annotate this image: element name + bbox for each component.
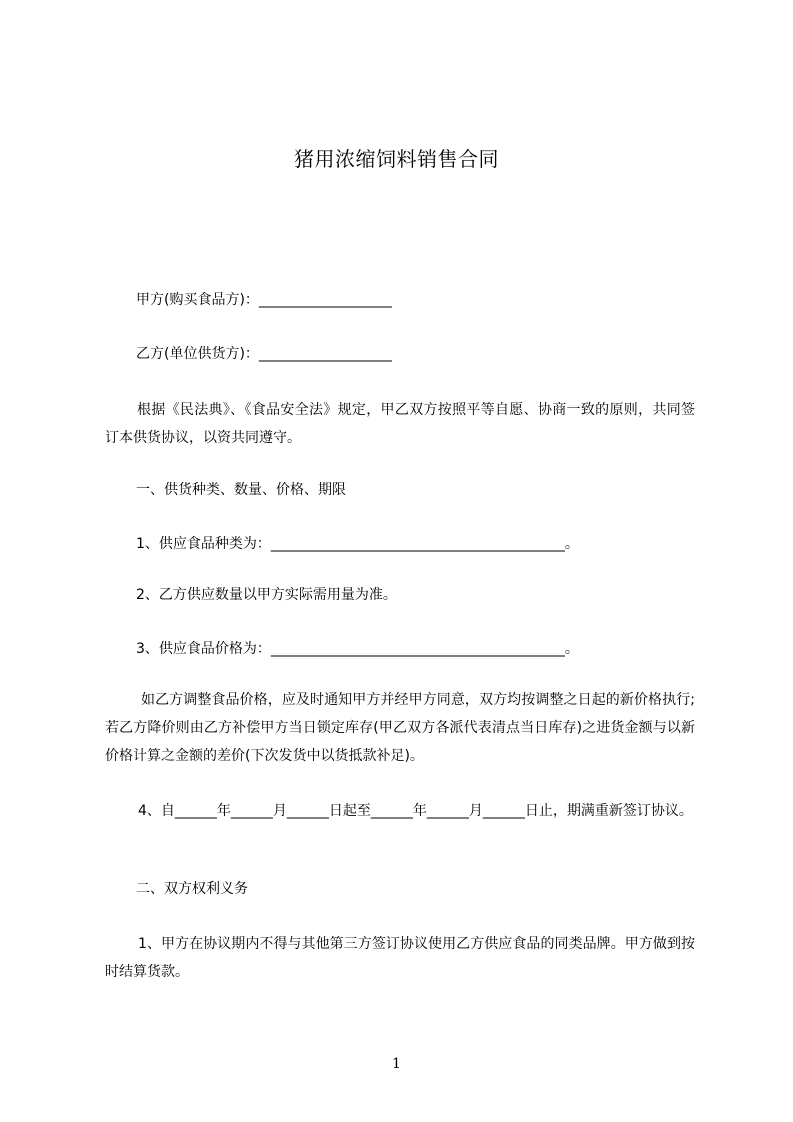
intro-paragraph: 根据《民法典》、《食品安全法》规定，甲乙双方按照平等自愿、协商一致的原则，共同签订本供货协议，以资共同遵守。 [105, 402, 695, 446]
document-title: 猪用浓缩饲料销售合同 [294, 147, 499, 171]
section-1-item-4: 4、自______年______月______日起至______年______月______日止，期满重新签订协议。 [138, 803, 693, 819]
section-1-item-3: 3、供应食品价格为：__________________________________________。 [136, 641, 579, 657]
price-adjust-paragraph: 如乙方调整食品价格，应及时通知甲方并经甲方同意，双方均按调整之日起的新价格执行;若乙方降价则由乙方补偿甲方当日锁定库存(甲乙双方各派代表清点当日库存)之进货金额与以新价格计算之金额的差价(下次发货中以货抵款补足)。 [105, 692, 695, 764]
section-2-heading: 二、双方权利义务 [136, 881, 248, 897]
section-1-heading: 一、供货种类、数量、价格、期限 [136, 482, 346, 498]
section-1-item-2: 2、乙方供应数量以甲方实际需用量为准。 [136, 587, 397, 603]
section-2-item-1: 1、甲方在协议期内不得与其他第三方签订协议使用乙方供应食品的同类品牌。甲方做到按时结算货款。 [105, 936, 695, 980]
page-number: 1 [392, 1056, 401, 1072]
section-1-item-1: 1、供应食品种类为：__________________________________________。 [136, 536, 579, 552]
party-b-line: 乙方(单位供货方)：___________________ [136, 346, 392, 362]
party-a-line: 甲方(购买食品方)：___________________ [136, 292, 392, 308]
